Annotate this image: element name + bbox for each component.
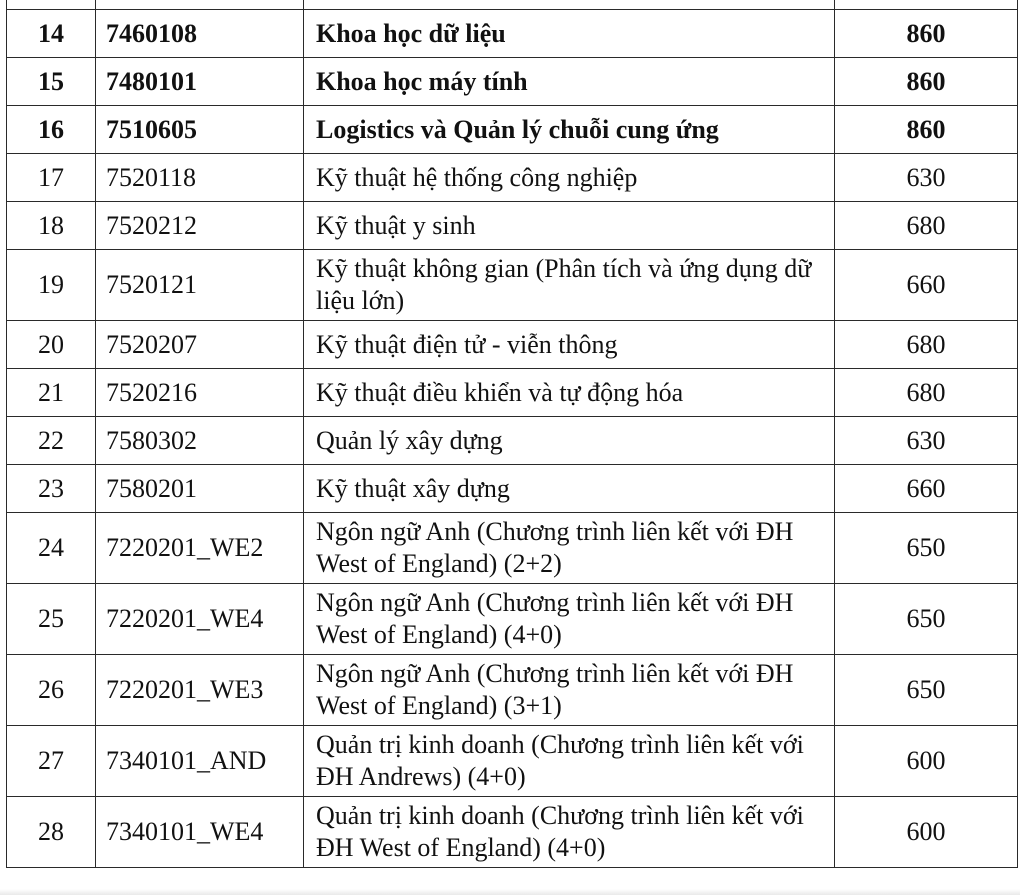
major-code: 7220201_WE2 — [96, 513, 304, 584]
major-name: Kỹ thuật không gian (Phân tích và ứng dụng dữ liệu lớn) — [304, 250, 835, 321]
min-score: 660 — [835, 465, 1018, 513]
min-score: 630 — [835, 154, 1018, 202]
table-row — [7, 797, 1018, 868]
table-row — [7, 250, 1018, 321]
major-name: Khoa học dữ liệu — [304, 10, 835, 58]
major-code: 7480101 — [96, 58, 304, 106]
min-score: 680 — [835, 202, 1018, 250]
min-score: 630 — [835, 417, 1018, 465]
row-number: 18 — [7, 202, 96, 250]
row-number: 14 — [7, 10, 96, 58]
row-number: 27 — [7, 726, 96, 797]
row-number: 17 — [7, 154, 96, 202]
table-row-partial — [7, 0, 1018, 10]
major-name: Ngôn ngữ Anh (Chương trình liên kết với ĐH West of England) (4+0) — [304, 584, 835, 655]
min-score: 660 — [835, 250, 1018, 321]
table-row — [7, 513, 1018, 584]
major-code: 7520207 — [96, 321, 304, 369]
major-name: Logistics và Quản lý chuỗi cung ứng — [304, 106, 835, 154]
major-code: 7520118 — [96, 154, 304, 202]
min-score: 680 — [835, 321, 1018, 369]
major-code: 7520216 — [96, 369, 304, 417]
major-name: Kỹ thuật điều khiển và tự động hóa — [304, 369, 835, 417]
major-code: 7510605 — [96, 106, 304, 154]
major-name: Kỹ thuật hệ thống công nghiệp — [304, 154, 835, 202]
major-code: 7220201_WE4 — [96, 584, 304, 655]
major-code: 7340101_WE4 — [96, 797, 304, 868]
table-row — [7, 655, 1018, 726]
table-row — [7, 58, 1018, 106]
table-row — [7, 321, 1018, 369]
admission-score-table — [6, 0, 1018, 868]
table-row — [7, 154, 1018, 202]
row-number: 20 — [7, 321, 96, 369]
table-row — [7, 465, 1018, 513]
major-code: 7460108 — [96, 10, 304, 58]
min-score: 860 — [835, 58, 1018, 106]
table-row — [7, 584, 1018, 655]
major-code: 7580302 — [96, 417, 304, 465]
row-number: 15 — [7, 58, 96, 106]
major-name: Kỹ thuật xây dựng — [304, 465, 835, 513]
row-number: 19 — [7, 250, 96, 321]
min-score: 600 — [835, 726, 1018, 797]
major-code: 7580201 — [96, 465, 304, 513]
table-row — [7, 106, 1018, 154]
min-score: 860 — [835, 106, 1018, 154]
table-row — [7, 202, 1018, 250]
table-row — [7, 417, 1018, 465]
min-score: 860 — [835, 10, 1018, 58]
table-row — [7, 726, 1018, 797]
major-name: Quản trị kinh doanh (Chương trình liên kết với ĐH West of England) (4+0) — [304, 797, 835, 868]
row-number: 28 — [7, 797, 96, 868]
table-row — [7, 10, 1018, 58]
major-name: Quản lý xây dựng — [304, 417, 835, 465]
min-score: 650 — [835, 655, 1018, 726]
major-code: 7340101_AND — [96, 726, 304, 797]
min-score: 600 — [835, 797, 1018, 868]
major-name: Kỹ thuật y sinh — [304, 202, 835, 250]
row-number: 16 — [7, 106, 96, 154]
major-name: Ngôn ngữ Anh (Chương trình liên kết với ĐH West of England) (3+1) — [304, 655, 835, 726]
row-number: 23 — [7, 465, 96, 513]
min-score: 650 — [835, 513, 1018, 584]
major-name: Ngôn ngữ Anh (Chương trình liên kết với ĐH West of England) (2+2) — [304, 513, 835, 584]
page-bottom-edge — [0, 889, 1020, 895]
table-row — [7, 369, 1018, 417]
min-score: 680 — [835, 369, 1018, 417]
major-name: Kỹ thuật điện tử - viễn thông — [304, 321, 835, 369]
major-code: 7220201_WE3 — [96, 655, 304, 726]
major-name: Quản trị kinh doanh (Chương trình liên kết với ĐH Andrews) (4+0) — [304, 726, 835, 797]
major-name: Khoa học máy tính — [304, 58, 835, 106]
major-code: 7520212 — [96, 202, 304, 250]
row-number: 26 — [7, 655, 96, 726]
row-number: 25 — [7, 584, 96, 655]
row-number: 22 — [7, 417, 96, 465]
row-number: 21 — [7, 369, 96, 417]
row-number: 24 — [7, 513, 96, 584]
min-score: 650 — [835, 584, 1018, 655]
major-code: 7520121 — [96, 250, 304, 321]
